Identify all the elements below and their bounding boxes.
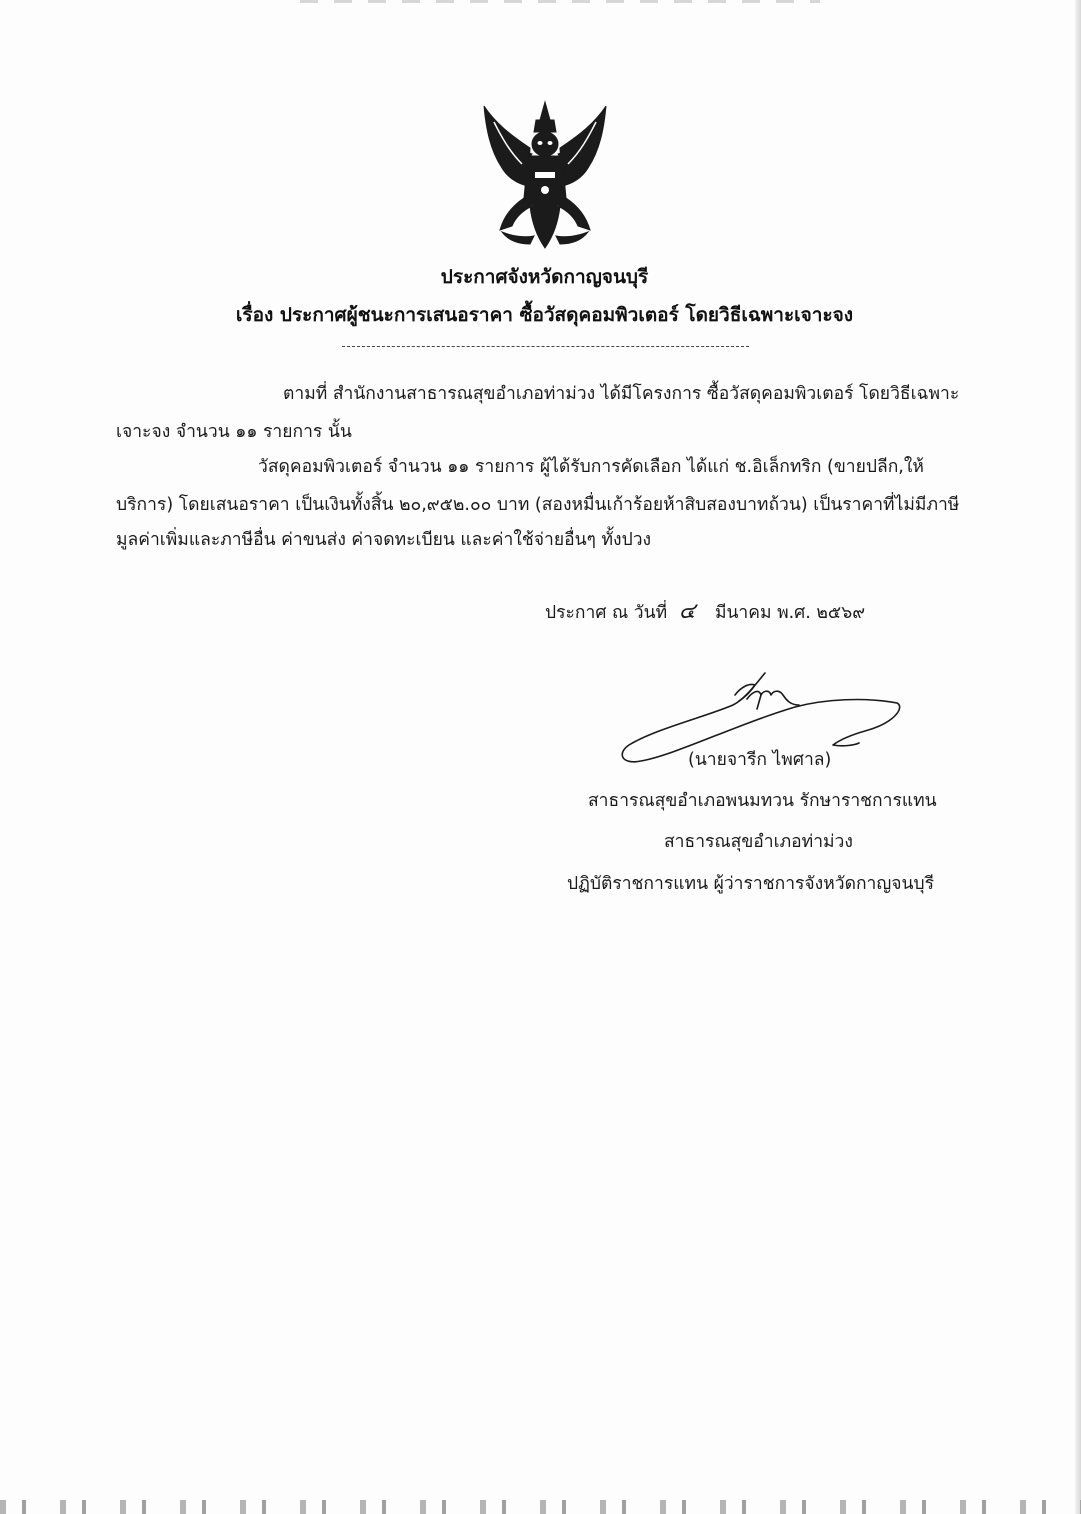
garuda-emblem-icon <box>472 98 618 254</box>
signer-position-1: สาธารณสุขอำเภอพนมทวน รักษาราชการแทน <box>588 791 937 811</box>
body-line-2: เจาะจง จำนวน ๑๑ รายการ นั้น <box>116 422 352 442</box>
document-subject: เรื่อง ประกาศผู้ชนะการเสนอราคา ซื้อวัสดุคอมพิวเตอร์ โดยวิธีเฉพาะเจาะจง <box>235 304 854 326</box>
document-title: ประกาศจังหวัดกาญจนบุรี <box>440 266 649 288</box>
scan-edge-top <box>300 0 820 3</box>
body-line-3: วัสดุคอมพิวเตอร์ จำนวน ๑๑ รายการ ผู้ได้รับการคัดเลือก ได้แก่ ช.อิเล็กทริก (ขายปลีก,ให้ <box>258 457 924 477</box>
announcement-date <box>545 593 865 628</box>
date-month-year: มีนาคม พ.ศ. ๒๕๖๙ <box>714 603 866 623</box>
scan-edge-right <box>1075 0 1081 1514</box>
signer-position-3: ปฏิบัติราชการแทน ผู้ว่าราชการจังหวัดกาญจนบุรี <box>567 874 935 894</box>
date-day-handwritten: ๔ <box>678 599 696 624</box>
body-line-1: ตามที่ สำนักงานสาธารณสุขอำเภอท่าม่วง ได้มีโครงการ ซื้อวัสดุคอมพิวเตอร์ โดยวิธีเฉพาะ <box>283 384 960 404</box>
date-prefix: ประกาศ ณ วันที่ <box>545 603 668 623</box>
body-line-4: บริการ) โดยเสนอราคา เป็นเงินทั้งสิ้น ๒๐,๙๕๒.๐๐ บาท (สองหมื่นเก้าร้อยห้าสิบสองบาทถ้วน) เป็นราคาที่ไม่มีภาษี <box>116 495 960 515</box>
scan-edge-bottom <box>0 1500 1081 1514</box>
title-divider <box>342 346 749 347</box>
signer-position-2: สาธารณสุขอำเภอท่าม่วง <box>664 832 853 852</box>
signer-name: (นายจารีก ไพศาล) <box>688 750 832 770</box>
body-line-5: มูลค่าเพิ่มและภาษีอื่น ค่าขนส่ง ค่าจดทะเบียน และค่าใช้จ่ายอื่นๆ ทั้งปวง <box>116 530 652 550</box>
